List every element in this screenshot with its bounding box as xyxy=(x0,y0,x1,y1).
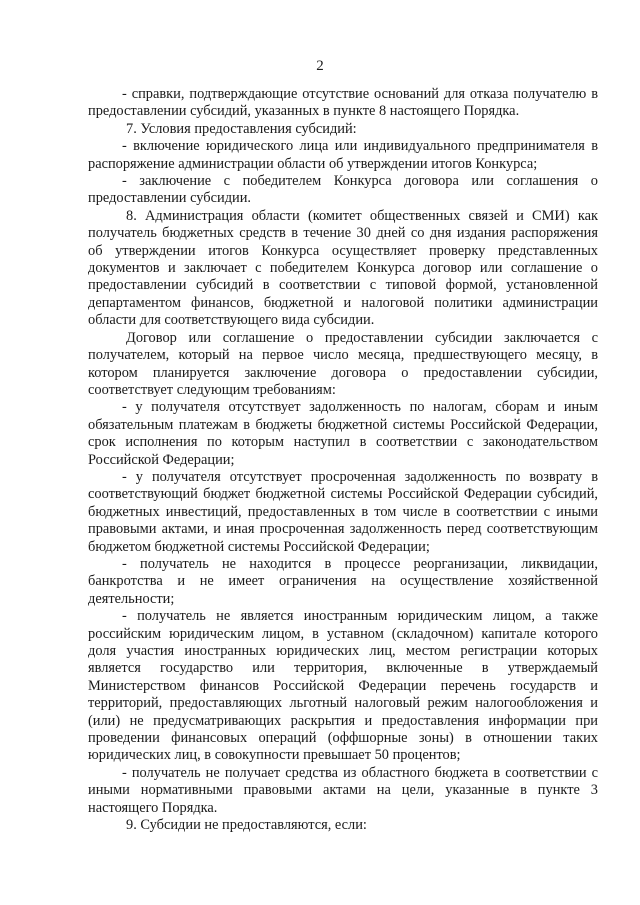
paragraph-agreement-requirements: Договор или соглашение о предоставлении субсидии заключается с получателем, который на первое число месяца, предшествующего месяцу, в котором планируется заключение договора о предоставлении субсидии, соответствует следующим требованиям: xyxy=(88,329,598,398)
paragraph-certificates: - справки, подтверждающие отсутствие оснований для отказа получателю в предоставлении субсидий, указанных в пункте 8 настоящего Порядка. xyxy=(88,86,598,120)
paragraph-not-foreign-entity: - получатель не является иностранным юридическим лицом, а также российским юридическим лицом, в уставном (складочном) капитале которого доля участия иностранных юридических лиц, местом регистрации которых является государство или территория, включенные в утверждаемый Министерством финансов Российской Федерации перечень государств и территорий, предоставляющих льготный налоговый режим налогообложения и (или) не предусматривающих раскрытия и предоставления информации при проведении финансовых операций (оффшорные зоны) в отношении таких юридических лиц, в совокупности превышает 50 процентов; xyxy=(88,608,598,764)
page-number: 2 xyxy=(316,58,324,74)
paragraph-no-overdue-debt: - у получателя отсутствует просроченная задолженность по возврату в соответствующий бюджет бюджетной системы Российской Федерации субсидий, бюджетных инвестиций, предоставленных в том числе в соответствии с иными правовыми актами, и иная просроченная задолженность перед соответствующим бюджетом бюджетной системы Российской Федерации; xyxy=(88,468,598,555)
paragraph-no-other-budget-funds: - получатель не получает средства из областного бюджета в соответствии с иными нормативными правовыми актами на цели, указанные в пункте 3 настоящего Порядка. xyxy=(88,764,598,816)
paragraph-agreement-condition: - заключение с победителем Конкурса договора или соглашения о предоставлении субсидии. xyxy=(88,173,598,207)
paragraph-no-tax-debt: - у получателя отсутствует задолженность по налогам, сборам и иным обязательным платежам в бюджеты бюджетной системы Российской Федерации, срок исполнения по которым наступил в соответствии с законодательством Российской Федерации; xyxy=(88,399,598,468)
paragraph-item-7-heading: 7. Условия предоставления субсидий: xyxy=(126,120,357,137)
paragraph-no-reorganization: - получатель не находится в процессе реорганизации, ликвидации, банкротства и не имеет ограничения на осуществление хозяйственной деятельности; xyxy=(88,555,598,607)
document-body xyxy=(88,86,598,834)
paragraph-inclusion-condition: - включение юридического лица или индивидуального предпринимателя в распоряжение администрации области об утверждении итогов Конкурса; xyxy=(88,138,598,172)
paragraph-item-9-heading: 9. Субсидии не предоставляются, если: xyxy=(126,817,367,834)
paragraph-item-8: 8. Администрация области (комитет общественных связей и СМИ) как получатель бюджетных средств в течение 30 дней со дня издания распоряжения об утверждении итогов Конкурса осуществляет проверку представленных документов и заключает с победителем Конкурса договор или соглашение о предоставлении субсидий в соответствии с типовой формой, установленной департаментом финансов, бюджетной и налоговой политики администрации области для соответствующего вида субсидии. xyxy=(88,207,598,329)
